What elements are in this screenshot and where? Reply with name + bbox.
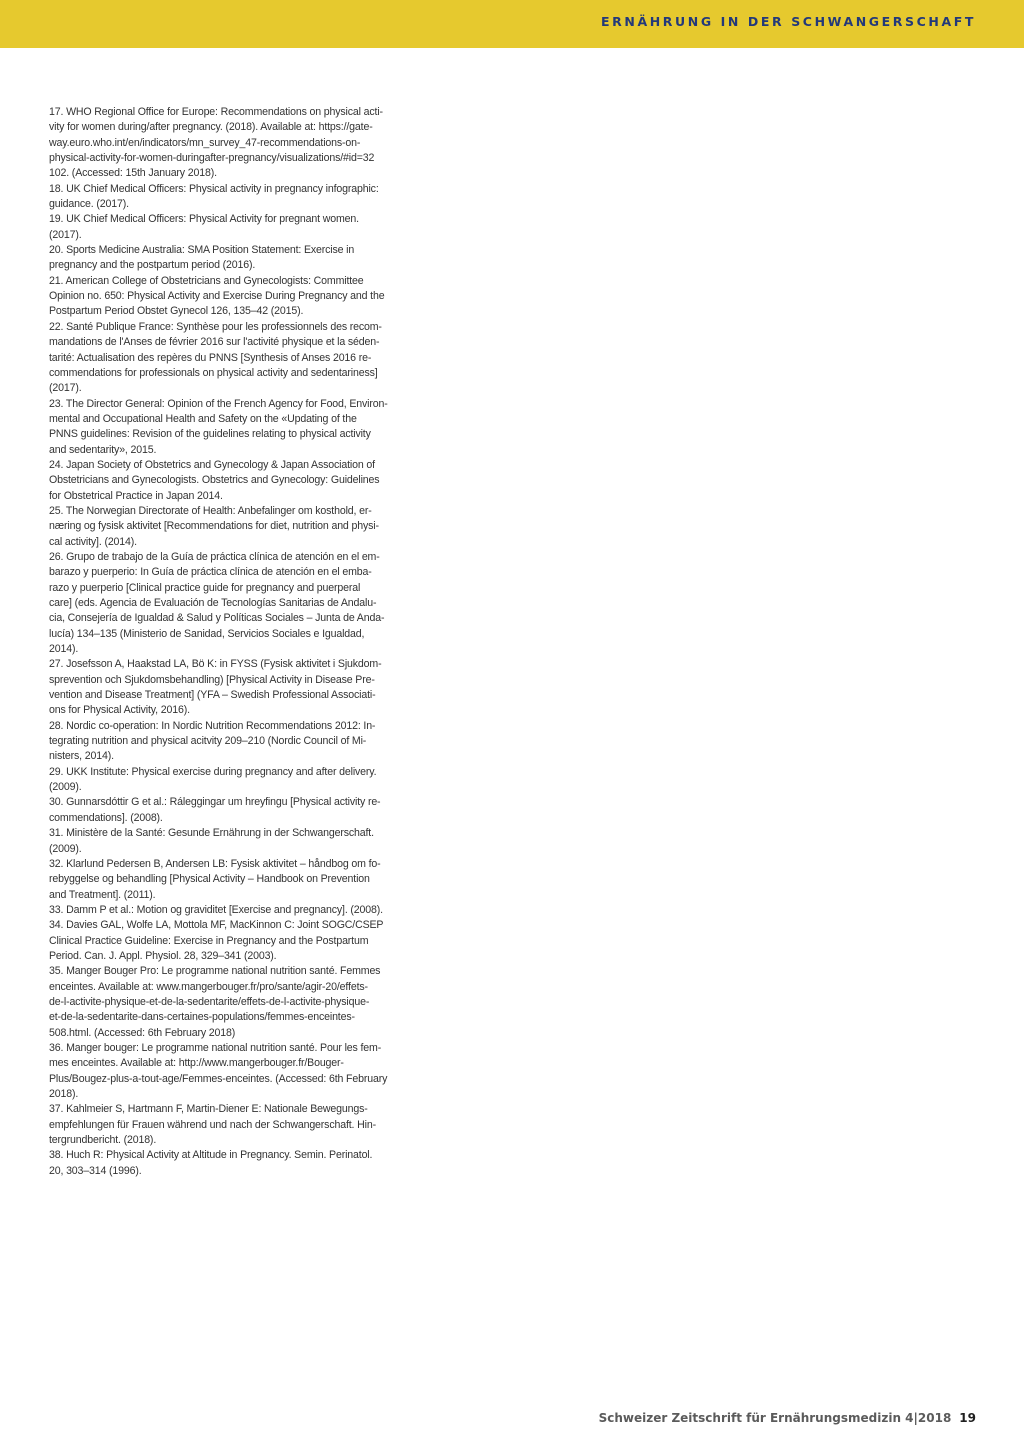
reference-line: 37. Kahlmeier S, Hartmann F, Martin-Diener E: Nationale Bewegungs- xyxy=(49,1103,368,1116)
reference-line: commendations]. (2008). xyxy=(49,811,163,824)
reference-line: empfehlungen für Frauen während und nach der Schwangerschaft. Hin- xyxy=(49,1118,376,1131)
reference-line: 22. Santé Publique France: Synthèse pour les professionnels des recom- xyxy=(49,320,382,333)
reference-line: (2009). xyxy=(49,842,82,855)
reference-line: 28. Nordic co-operation: In Nordic Nutrition Recommendations 2012: In- xyxy=(49,719,376,732)
reference-line: 26. Grupo de trabajo de la Guía de práctica clínica de atención en el em- xyxy=(49,550,380,563)
reference-line: Clinical Practice Guideline: Exercise in Pregnancy and the Postpartum xyxy=(49,934,369,947)
reference-line: 24. Japan Society of Obstetrics and Gynecology & Japan Association of xyxy=(49,458,375,471)
reference-line: (2009). xyxy=(49,781,82,794)
reference-line: 36. Manger bouger: Le programme national nutrition santé. Pour les fem- xyxy=(49,1041,382,1054)
reference-line: commendations for professionals on physical activity and sedentariness] xyxy=(49,366,378,379)
reference-line: PNNS guidelines: Revision of the guidelines relating to physical activity xyxy=(49,428,371,441)
reference-line: 35. Manger Bouger Pro: Le programme national nutrition santé. Femmes xyxy=(49,965,381,978)
reference-line: de-l-activite-physique-et-de-la-sedentarite/effets-de-l-activite-physique- xyxy=(49,995,370,1008)
reference-line: barazo y puerperio: In Guía de práctica clínica de atención en el emba- xyxy=(49,566,372,579)
reference-line: (2017). xyxy=(49,382,82,395)
reference-line: pregnancy and the postpartum period (2016). xyxy=(49,259,256,272)
reference-line: 25. The Norwegian Directorate of Health: Anbefalinger om kosthold, er- xyxy=(49,504,372,517)
reference-line: and Treatment]. (2011). xyxy=(49,888,156,901)
reference-line: nisters, 2014). xyxy=(49,750,114,763)
reference-line: cal activity]. (2014). xyxy=(49,535,137,548)
reference-line: rebyggelse og behandling [Physical Activity – Handbook on Prevention xyxy=(49,873,370,886)
reference-line: 2018). xyxy=(49,1088,79,1100)
reference-line: ons for Physical Activity, 2016). xyxy=(49,704,190,717)
page-footer xyxy=(599,1411,976,1425)
reference-line: 33. Damm P et al.: Motion og graviditet [Exercise and pregnancy]. (2008). xyxy=(49,903,383,916)
reference-line: way.euro.who.int/en/indicators/mn_survey_47-recommendations-on- xyxy=(49,136,361,149)
reference-line: Opinion no. 650: Physical Activity and Exercise During Pregnancy and the xyxy=(49,290,385,303)
reference-line: razo y puerperio [Clinical practice guide for pregnancy and puerperal xyxy=(49,581,361,594)
reference-line: care] (eds. Agencia de Evaluación de Tecnologías Sanitarias de Andalu- xyxy=(49,597,377,609)
reference-line: cia, Consejería de Igualdad & Salud y Políticas Sociales – Junta de Anda- xyxy=(49,612,385,625)
reference-line: næring og fysisk aktivitet [Recommendations for diet, nutrition and physi- xyxy=(49,520,379,533)
reference-line: 23. The Director General: Opinion of the French Agency for Food, Environ- xyxy=(49,397,388,410)
header-band xyxy=(0,0,1024,48)
reference-line: 508.html. (Accessed: 6th February 2018) xyxy=(49,1026,236,1039)
reference-line: 2014). xyxy=(49,643,79,656)
reference-line: 102. (Accessed: 15th January 2018). xyxy=(49,167,217,180)
reference-line: mental and Occupational Health and Safety on the «Updating of the xyxy=(49,412,357,425)
section-title: ERNÄHRUNG IN DER SCHWANGERSCHAFT xyxy=(601,14,976,29)
reference-line: 20. Sports Medicine Australia: SMA Position Statement: Exercise in xyxy=(49,244,355,257)
reference-line: enceintes. Available at: www.mangerbouger.fr/pro/sante/agir-20/effets- xyxy=(49,980,368,993)
reference-line: 38. Huch R: Physical Activity at Altitude in Pregnancy. Semin. Perinatol. xyxy=(49,1149,373,1162)
reference-line: 29. UKK Institute: Physical exercise during pregnancy and after delivery. xyxy=(49,765,377,778)
reference-line: Obstetricians and Gynecologists. Obstetrics and Gynecology: Guidelines xyxy=(49,474,380,487)
reference-list xyxy=(49,105,394,1179)
reference-line: Plus/Bougez-plus-a-tout-age/Femmes-enceintes. (Accessed: 6th February xyxy=(49,1072,388,1085)
reference-line: tegrating nutrition and physical acitvity 209–210 (Nordic Council of Mi- xyxy=(49,735,367,748)
journal-name: Schweizer Zeitschrift für Ernährungsmedizin 4|2018 xyxy=(598,1411,952,1425)
reference-line: 20, 303–314 (1996). xyxy=(49,1164,142,1177)
reference-line: 17. WHO Regional Office for Europe: Recommendations on physical acti- xyxy=(49,106,383,118)
reference-line: sprevention och Sjukdomsbehandling) [Physical Activity in Disease Pre- xyxy=(49,673,375,686)
reference-line: 31. Ministère de la Santé: Gesunde Ernährung in der Schwangerschaft. xyxy=(49,827,374,840)
reference-line: tarité: Actualisation des repères du PNNS [Synthesis of Anses 2016 re- xyxy=(49,351,372,364)
reference-line: Period. Can. J. Appl. Physiol. 28, 329–341 (2003). xyxy=(49,949,277,962)
reference-line: lucía) 134–135 (Ministerio de Sanidad, Servicios Sociales e Igualdad, xyxy=(49,627,365,640)
reference-line: guidance. (2017). xyxy=(49,198,129,211)
reference-line: 21. American College of Obstetricians and Gynecologists: Committee xyxy=(49,274,364,287)
reference-line: physical-activity-for-women-duringafter-pregnancy/visualizations/#id=32 xyxy=(49,152,375,165)
reference-line: (2017). xyxy=(49,228,82,241)
reference-line: 27. Josefsson A, Haakstad LA, Bö K: in FYSS (Fysisk aktivitet i Sjukdom- xyxy=(49,658,382,671)
reference-line: 19. UK Chief Medical Officers: Physical Activity for pregnant women. xyxy=(49,213,359,226)
reference-line: 32. Klarlund Pedersen B, Andersen LB: Fysisk aktivitet – håndbog om fo- xyxy=(49,857,381,870)
reference-line: vity for women during/after pregnancy. (2018). Available at: https://gate- xyxy=(49,121,373,134)
reference-line: et-de-la-sedentarite-dans-certaines-populations/femmes-enceintes- xyxy=(49,1011,355,1024)
reference-line: and sedentarity», 2015. xyxy=(49,443,157,456)
reference-line: Postpartum Period Obstet Gynecol 126, 135–42 (2015). xyxy=(49,305,304,318)
reference-line: 34. Davies GAL, Wolfe LA, Mottola MF, MacKinnon C: Joint SOGC/CSEP xyxy=(49,919,384,932)
reference-line: mes enceintes. Available at: http://www.mangerbouger.fr/Bouger- xyxy=(49,1057,344,1070)
reference-line: 18. UK Chief Medical Officers: Physical activity in pregnancy infographic: xyxy=(49,182,379,195)
reference-line: vention and Disease Treatment] (YFA – Swedish Professional Associati- xyxy=(49,689,376,702)
reference-line: 30. Gunnarsdóttir G et al.: Ráleggingar um hreyfingu [Physical activity re- xyxy=(49,796,381,809)
reference-line: mandations de l'Anses de février 2016 sur l'activité physique et la séden- xyxy=(49,336,380,349)
reference-line: for Obstetrical Practice in Japan 2014. xyxy=(49,489,223,502)
reference-line: tergrundbericht. (2018). xyxy=(49,1134,157,1147)
page-number: 19 xyxy=(959,1411,976,1425)
